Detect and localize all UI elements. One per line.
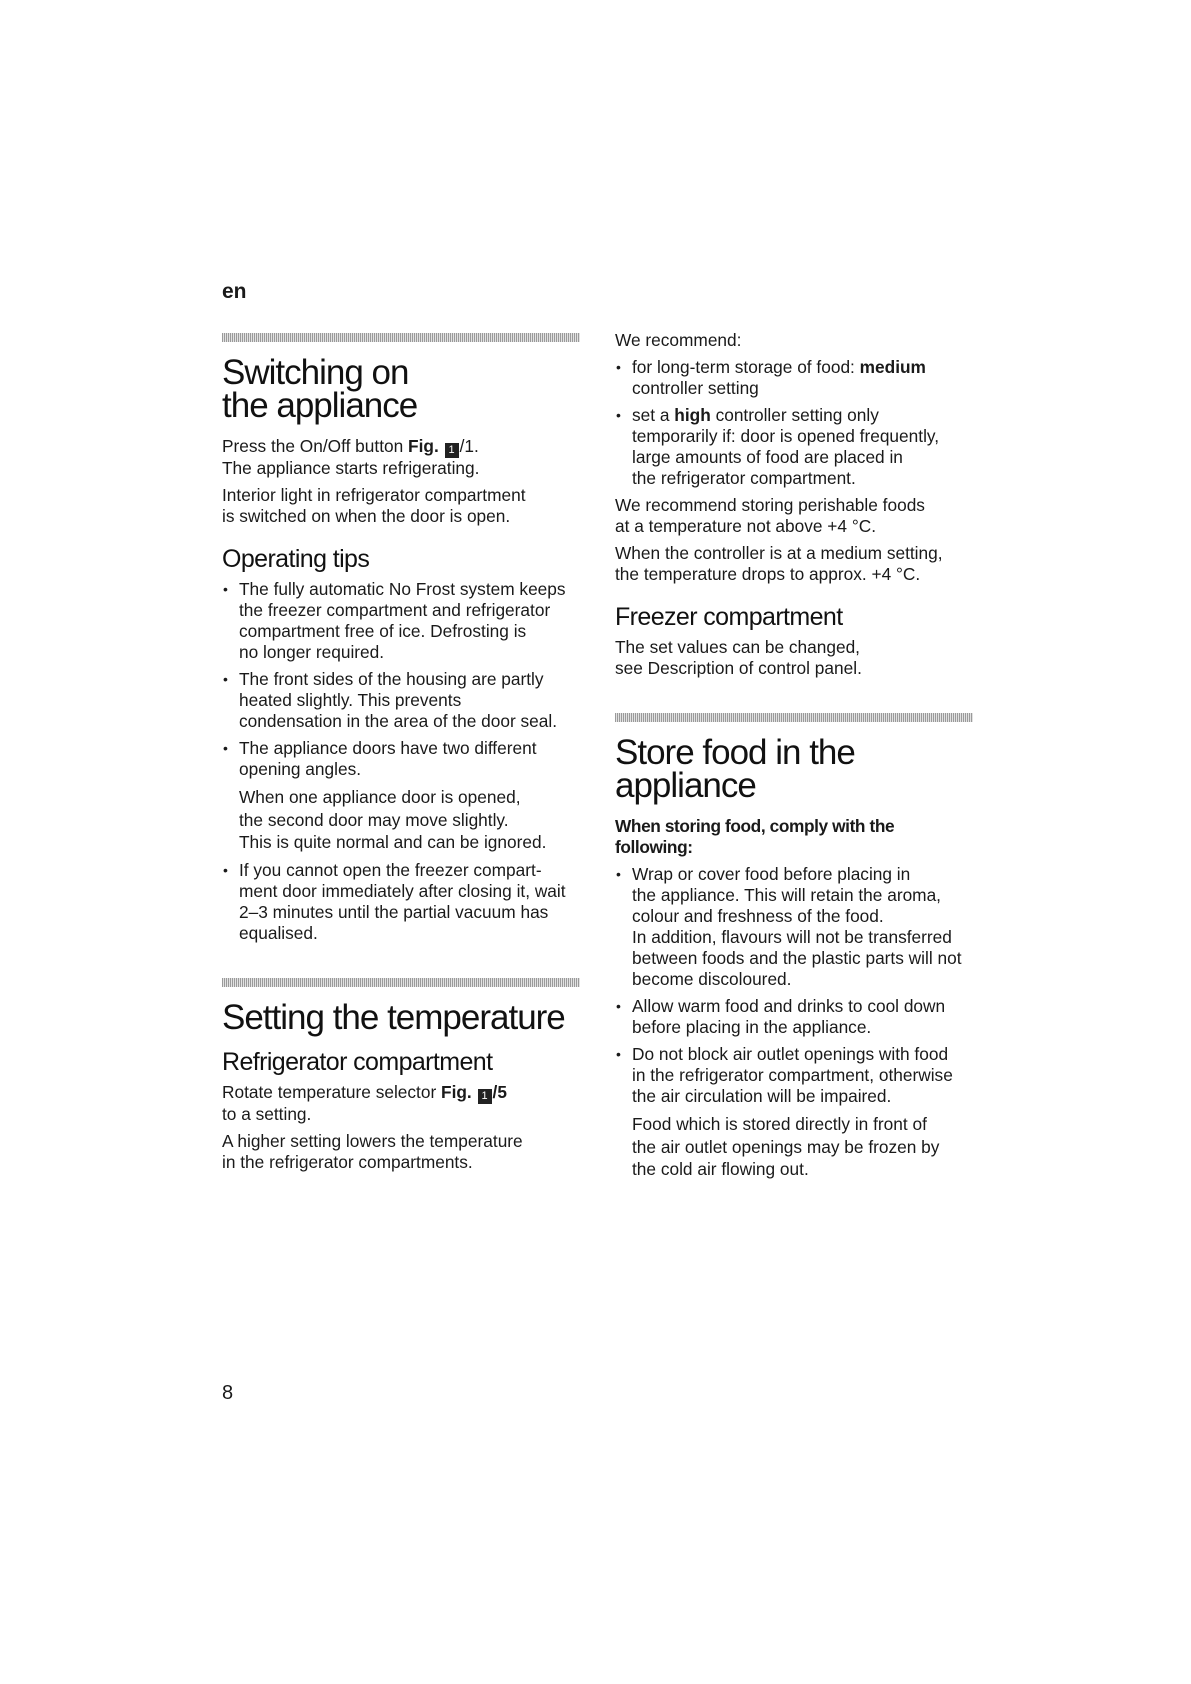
- list-item: • set a high controller setting only temporarily if: door is opened frequently, large amounts of food are placed in the refrigerator compartment.: [615, 405, 975, 489]
- setting-temperature-title: Setting the temperature: [222, 997, 565, 1037]
- section-divider: [222, 978, 580, 987]
- list-item: • If you cannot open the freezer compart- ment door immediately after closing it, wait 2–3 minutes until the partial vacuum has equalised.: [222, 860, 582, 944]
- store-food-list: [615, 864, 975, 1181]
- fig-label: Fig.: [441, 1081, 472, 1102]
- perishable-foods-text: We recommend storing perishable foods at a temperature not above +4 °C.: [615, 495, 925, 536]
- list-item: • The front sides of the housing are partly heated slightly. This prevents condensation in the area of the door seal.: [222, 669, 582, 732]
- recommend-intro: We recommend:: [615, 330, 742, 350]
- figure-number-icon: 1: [445, 443, 459, 458]
- store-food-subheading: When storing food, comply with the following:: [615, 816, 895, 857]
- page-number: 8: [222, 1382, 234, 1404]
- left-column: [222, 333, 582, 1179]
- press-button-text: Press the On/Off button Fig. 1 /1. The appliance starts refrigerating.: [222, 436, 480, 478]
- list-item: • The fully automatic No Frost system keeps the freezer compartment and refrigerator compartment free of ice. Defrosting is no longer required.: [222, 579, 582, 663]
- medium-setting-text: When the controller is at a medium setting, the temperature drops to approx. +4 °C.: [615, 543, 943, 584]
- interior-light-text: Interior light in refrigerator compartment is switched on when the door is open.: [222, 485, 526, 526]
- refrigerator-compartment-heading: Refrigerator compartment: [222, 1047, 493, 1076]
- freezer-compartment-heading: Freezer compartment: [615, 603, 843, 631]
- section-divider: [222, 333, 580, 342]
- freezer-text: The set values can be changed, see Description of control panel.: [615, 637, 862, 678]
- store-food-title: Store food in the appliance: [615, 733, 855, 805]
- right-column: [615, 330, 975, 1187]
- figure-number-icon: 1: [478, 1089, 492, 1104]
- operating-tips-heading: Operating tips: [222, 545, 370, 573]
- list-item: • Do not block air outlet openings with food in the refrigerator compartment, otherwise the air circulation will be impaired. Food which is stored directly in front of the air outlet openings may be frozen by the cold air flowing out.: [615, 1044, 975, 1181]
- air-outlet-note: Food which is stored directly in front of the air outlet openings may be frozen by the cold air flowing out.: [632, 1114, 940, 1179]
- fig-label: Fig.: [408, 436, 439, 456]
- list-item: • Wrap or cover food before placing in the appliance. This will retain the aroma, colour and freshness of the food. In addition, flavours will not be transferred between foods and the plastic parts will not become discoloured.: [615, 864, 975, 990]
- list-item: • for long-term storage of food: medium controller setting: [615, 357, 975, 399]
- recommend-list: [615, 357, 975, 489]
- list-item: • Allow warm food and drinks to cool down before placing in the appliance.: [615, 996, 975, 1038]
- section-divider: [615, 713, 973, 722]
- list-item: • The appliance doors have two different opening angles. When one appliance door is opened, the second door may move slightly. This is quite normal and can be ignored.: [222, 738, 582, 854]
- language-code: en: [222, 280, 247, 303]
- door-note: When one appliance door is opened, the second door may move slightly. This is quite normal and can be ignored.: [239, 787, 547, 852]
- rotate-selector-text: Rotate temperature selector Fig. 1 /5 to a setting.: [222, 1081, 507, 1124]
- higher-setting-text: A higher setting lowers the temperature in the refrigerator compartments.: [222, 1130, 523, 1172]
- operating-tips-list: [222, 579, 582, 944]
- switching-on-title: Switching on the appliance: [222, 353, 418, 425]
